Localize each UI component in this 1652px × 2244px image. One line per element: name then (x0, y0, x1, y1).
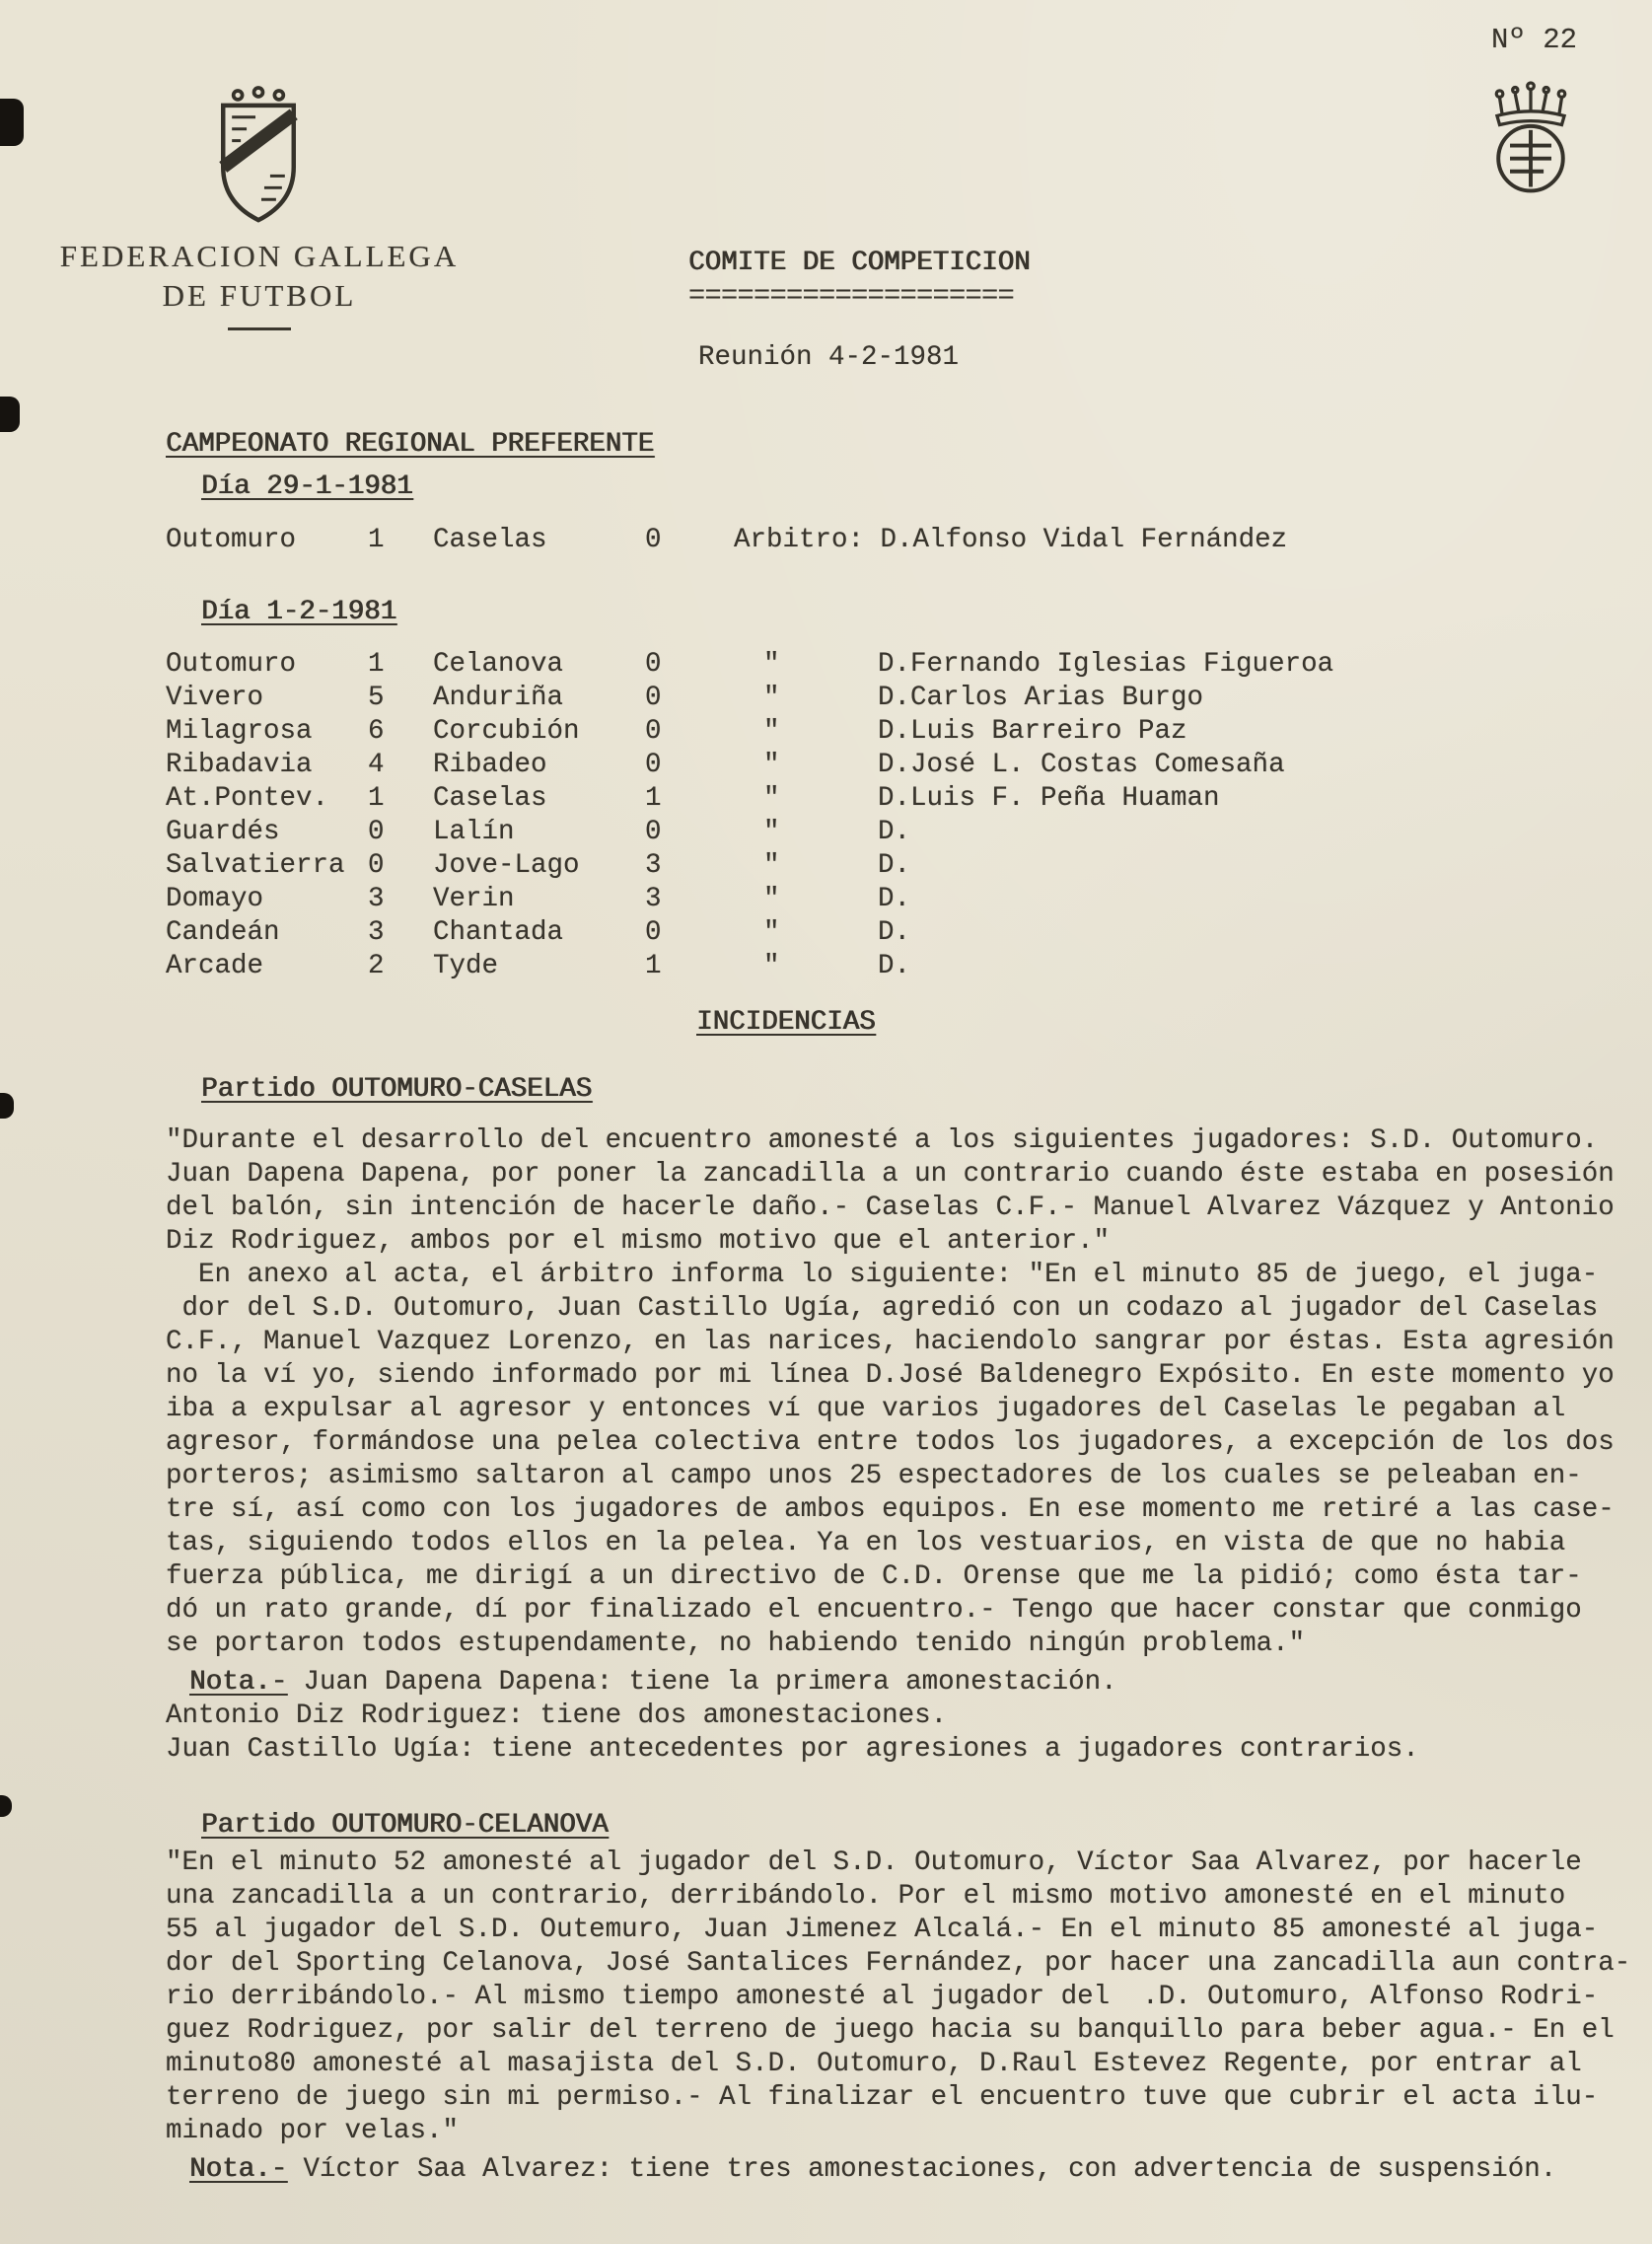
away-score: 0 (645, 917, 662, 948)
text-line: 55 al jugador del S.D. Outemuro, Juan Jimenez Alcalá.- En el minuto 85 amonesté al juga- (166, 1915, 1599, 1945)
meeting-date: Reunión 4-2-1981 (698, 342, 960, 373)
match-row (166, 849, 1645, 883)
text-line: se portaron todos estupendamente, no habiendo tenido ningún problema." (166, 1629, 1306, 1659)
ditto-mark: " (763, 649, 780, 680)
away-team: Anduriña (433, 683, 564, 713)
matchday-1 (166, 462, 1645, 504)
ditto-mark: " (763, 917, 780, 948)
away-score: 1 (645, 951, 662, 981)
note-line (166, 2153, 1652, 2187)
text-line: una zancadilla a un contrario, derribándolo. Por el mismo motivo amonesté en el minuto (166, 1881, 1566, 1912)
incidents-title (696, 1006, 876, 1040)
note-text: Juan Dapena Dapena: tiene la primera amonestación. (287, 1667, 1117, 1698)
text-line: terreno de juego sin mi permiso.- Al finalizar el encuentro tuve que cubrir el acta ilu- (166, 2082, 1599, 2113)
away-score: 0 (645, 683, 662, 713)
committee-title: COMITE DE COMPETICION (688, 248, 1031, 278)
federation-shield-icon (205, 85, 312, 235)
committee-header (688, 247, 1031, 375)
note-text: Víctor Saa Alvarez: tiene tres amonestaciones, con advertencia de suspensión. (287, 2154, 1557, 2185)
section-heading: Partido OUTOMURO-CASELAS (201, 1074, 593, 1105)
hole-punch-mark (0, 99, 24, 146)
referee-name: D.Fernando Iglesias Figueroa (878, 649, 1334, 680)
text-line: porteros; asimismo saltaron al campo unos 25 espectadores de los cuales se peleaban en- (166, 1461, 1582, 1491)
ditto-mark: " (763, 884, 780, 914)
away-score: 0 (645, 716, 662, 747)
matchday-2-label: Día 1-2-1981 (201, 597, 397, 627)
away-team: Caselas (433, 783, 547, 814)
home-score: 0 (368, 817, 385, 847)
results-section (166, 428, 1645, 983)
ditto-mark: " (763, 951, 780, 981)
home-team: Vivero (166, 683, 264, 713)
match-row (166, 816, 1645, 849)
note-line (166, 1700, 1652, 1733)
away-score: 0 (645, 750, 662, 780)
text-line: fuerza pública, me dirigí a un directivo de C.D. Orense que me la pidió; como ésta tar- (166, 1561, 1582, 1592)
home-team: Outomuro (166, 649, 297, 680)
note-text: Juan Castillo Ugía: tiene antecedentes por agresiones a jugadores contrarios. (166, 1734, 1419, 1765)
home-score: 3 (368, 917, 385, 948)
home-team: Milagrosa (166, 716, 313, 747)
org-name-line2: DE FUTBOL (162, 278, 357, 313)
away-team: Jove-Lago (433, 850, 580, 881)
match-row (166, 715, 1645, 749)
match-row (166, 950, 1645, 983)
match-row (166, 883, 1645, 916)
royal-crest-icon (1475, 81, 1586, 197)
referee-label: Arbitro: (734, 525, 865, 555)
home-score: 2 (368, 951, 385, 981)
text-line: Diz Rodriguez, ambos por el mismo motivo que el anterior." (166, 1226, 1111, 1257)
match-row (166, 782, 1645, 816)
page-number: Nº 22 (1491, 24, 1578, 56)
incident-section-outomuro-caselas (166, 1073, 1652, 1767)
ditto-mark: " (763, 716, 780, 747)
home-score: 1 (368, 783, 385, 814)
away-team: Lalín (433, 817, 515, 847)
matchday-2-results (166, 648, 1645, 983)
incident-section-outomuro-celanova (166, 1809, 1652, 2187)
away-team: Caselas (433, 525, 547, 555)
letterhead (57, 237, 462, 330)
away-team: Celanova (433, 649, 564, 680)
home-score: 5 (368, 683, 385, 713)
championship-title (166, 428, 1645, 462)
match-row (166, 524, 1645, 557)
section-heading: Partido OUTOMURO-CELANOVA (201, 1810, 609, 1841)
home-score: 3 (368, 884, 385, 914)
committee-underline: ==================== (688, 281, 1015, 312)
notes (166, 1666, 1652, 1767)
home-team: At.Pontev. (166, 783, 329, 814)
match-row (166, 916, 1645, 950)
text-line: dor del Sporting Celanova, José Santalices Fernández, por hacer una zancadilla aun contra- (166, 1948, 1631, 1979)
text-line: rio derribándolo.- Al mismo tiempo amonesté al jugador del .D. Outomuro, Alfonso Rodri- (166, 1982, 1599, 2012)
referee-name: D. (878, 850, 911, 881)
text-line: no la ví yo, siendo informado por mi línea D.José Baldenegro Expósito. En este momento yo (166, 1360, 1615, 1391)
text-line: "Durante el desarrollo del encuentro amonesté a los siguientes jugadores: S.D. Outomuro. (166, 1125, 1599, 1156)
away-team: Chantada (433, 917, 564, 948)
hole-punch-mark (0, 397, 20, 432)
referee-name: D. (878, 817, 911, 847)
ditto-mark: " (763, 683, 780, 713)
home-team: Domayo (166, 884, 264, 914)
away-team: Tyde (433, 951, 499, 981)
text-line: En anexo al acta, el árbitro informa lo siguiente: "En el minuto 85 de juego, el juga- (166, 1260, 1599, 1290)
match-row (166, 682, 1645, 715)
referee-name: D. (878, 951, 911, 981)
text-line: dó un rato grande, dí por finalizado el encuentro.- Tengo que hacer constar que conmigo (166, 1595, 1582, 1626)
text-line: Juan Dapena Dapena, por poner la zancadilla a un contrario cuando éste estaba en posesión (166, 1159, 1615, 1190)
match-row (166, 749, 1645, 782)
letterhead-rule (228, 327, 291, 330)
home-team: Outomuro (166, 525, 297, 555)
away-score: 0 (645, 525, 662, 555)
home-score: 1 (368, 649, 385, 680)
referee-name: D.Alfonso Vidal Fernández (880, 525, 1288, 555)
text-line: agresor, formándose una pelea colectiva entre todos los jugadores, a excepción de los dos (166, 1427, 1615, 1458)
referee-name: D.Luis F. Peña Huaman (878, 783, 1220, 814)
text-line: "En el minuto 52 amonesté al jugador del S.D. Outomuro, Víctor Saa Alvarez, por hacerle (166, 1847, 1582, 1878)
home-score: 1 (368, 525, 385, 555)
away-score: 0 (645, 817, 662, 847)
away-team: Corcubión (433, 716, 580, 747)
home-score: 6 (368, 716, 385, 747)
text-line: dor del S.D. Outomuro, Juan Castillo Ugía, agredió con un codazo al jugador del Caselas (166, 1293, 1599, 1324)
note-line (166, 1733, 1652, 1767)
note-text: Antonio Diz Rodriguez: tiene dos amonestaciones. (166, 1701, 948, 1731)
text-line: tre sí, así como con los jugadores de ambos equipos. En ese momento me retiré a las case- (166, 1494, 1615, 1525)
away-score: 0 (645, 649, 662, 680)
match-row (166, 648, 1645, 682)
home-team: Arcade (166, 951, 264, 981)
away-score: 3 (645, 850, 662, 881)
referee-report-text (166, 1124, 1652, 1661)
text-line: tas, siguiendo todos ellos en la pelea. Ya en los vestuarios, en vista de que no habia (166, 1528, 1566, 1558)
ditto-mark: " (763, 783, 780, 814)
home-team: Salvatierra (166, 850, 345, 881)
hole-punch-mark (0, 1795, 12, 1817)
text-line: del balón, sin intención de hacerle daño.- Caselas C.F.- Manuel Alvarez Vázquez y Antonio (166, 1193, 1615, 1223)
org-name-line1: FEDERACION GALLEGA (59, 239, 460, 273)
away-team: Verin (433, 884, 515, 914)
note-label: Nota.- (189, 2154, 288, 2185)
text-line: minado por velas." (166, 2116, 460, 2146)
text-line: iba a expulsar al agresor y entonces ví que varios jugadores del Caselas le pegaban al (166, 1394, 1566, 1424)
note-label: Nota.- (189, 1667, 288, 1698)
championship-title-text: CAMPEONATO REGIONAL PREFERENTE (166, 429, 655, 460)
text-line: guez Rodriguez, por salir del terreno de juego hacia su banquillo para beber agua.- En el (166, 2015, 1615, 2046)
note-line (166, 1666, 1652, 1700)
referee-report-text (166, 1846, 1652, 2148)
home-team: Ribadavia (166, 750, 313, 780)
referee-name: D. (878, 917, 911, 948)
home-team: Candeán (166, 917, 280, 948)
referee-name: D. (878, 884, 911, 914)
matchday-1-label: Día 29-1-1981 (201, 471, 413, 502)
away-score: 1 (645, 783, 662, 814)
text-line: minuto80 amonesté al masajista del S.D. Outomuro, D.Raul Estevez Regente, por entrar al (166, 2049, 1582, 2079)
home-team: Guardés (166, 817, 280, 847)
referee-cell (734, 524, 1645, 557)
matchday-2 (166, 587, 1645, 629)
text-line: C.F., Manuel Vazquez Lorenzo, en las narices, haciendolo sangrar por éstas. Esta agresión (166, 1327, 1615, 1357)
home-score: 4 (368, 750, 385, 780)
referee-name: D.Carlos Arias Burgo (878, 683, 1204, 713)
referee-name: D.Luis Barreiro Paz (878, 716, 1187, 747)
home-score: 0 (368, 850, 385, 881)
notes (166, 2153, 1652, 2187)
ditto-mark: " (763, 850, 780, 881)
away-team: Ribadeo (433, 750, 547, 780)
referee-name: D.José L. Costas Comesaña (878, 750, 1285, 780)
ditto-mark: " (763, 817, 780, 847)
hole-punch-mark (0, 1093, 14, 1119)
ditto-mark: " (763, 750, 780, 780)
incidents-title-text: INCIDENCIAS (696, 1007, 876, 1038)
away-score: 3 (645, 884, 662, 914)
